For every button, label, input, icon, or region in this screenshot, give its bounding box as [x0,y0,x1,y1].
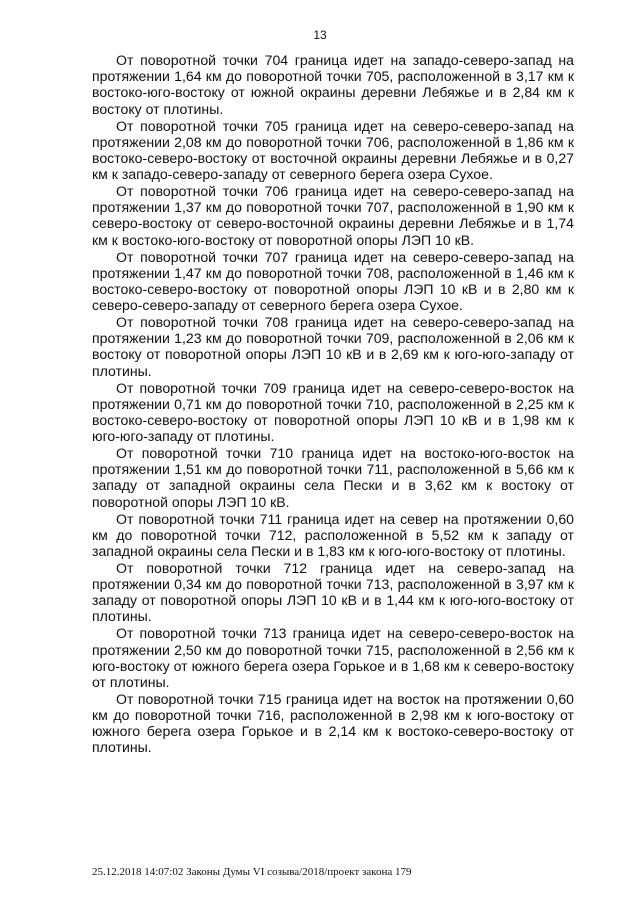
paragraph: От поворотной точки 711 граница идет на север на протяжении 0,60 км до поворотной точки 712, расположенной в 5,52 км к западу от западной окраины села Пески и в 1,83 км к юго-юго-востоку от плотины. [92,510,574,559]
paragraph: От поворотной точки 706 граница идет на северо-северо-запад на протяжении 1,37 км до поворотной точки 707, расположенной в 1,90 км к северо-востоку от северо-восточной окраины деревни Лебяжье и в 1,74 км к востоко-юго-востоку от поворотной опоры ЛЭП 10 кВ. [92,183,574,248]
paragraph: От поворотной точки 710 граница идет на востоко-юго-восток на протяжении 1,51 км до поворотной точки 711, расположенной в 5,66 км к западу от западной окраины села Пески и в 3,62 км к востоку от поворотной опоры ЛЭП 10 кВ. [92,445,574,510]
paragraph: От поворотной точки 712 граница идет на северо-запад на протяжении 0,34 км до поворотной точки 713, расположенной в 3,97 км к западу от поворотной опоры ЛЭП 10 кВ и в 1,44 км к юго-юго-востоку от плотины. [92,559,574,625]
paragraph: От поворотной точки 705 граница идет на северо-северо-запад на протяжении 2,08 км до поворотной точки 706, расположенной в 1,86 км к востоко-северо-востоку от восточной окраины деревни Лебяжье и в 0,27 км к западо-северо-западу от северного берега озера Сухое. [92,117,574,183]
paragraph: От поворотной точки 704 граница идет на западо-северо-запад на протяжении 1,64 км до поворотной точки 705, расположенной в 3,17 км к востоко-юго-востоку от южной окраины деревни Лебяжье и в 2,84 км к востоку от плотины. [92,52,574,117]
paragraph: От поворотной точки 713 граница идет на северо-северо-восток на протяжении 2,50 км до поворотной точки 715, расположенной в 2,56 км к юго-востоку от южного берега озера Горькое и в 1,68 км к северо-востоку от плотины. [92,625,574,690]
paragraph: От поворотной точки 709 граница идет на северо-северо-восток на протяжении 0,71 км до поворотной точки 710, расположенной в 2,25 км к востоко-северо-востоку от поворотной опоры ЛЭП 10 кВ и в 1,98 км к юго-юго-западу от плотины. [92,379,574,445]
paragraph: От поворотной точки 708 граница идет на северо-северо-запад на протяжении 1,23 км до поворотной точки 709, расположенной в 2,06 км к востоку от поворотной опоры ЛЭП 10 кВ и в 2,69 км к юго-юго-западу от плотины. [92,314,574,379]
paragraph: От поворотной точки 707 граница идет на северо-северо-запад на протяжении 1,47 км до поворотной точки 708, расположенной в 1,46 км к востоко-северо-востоку от поворотной опоры ЛЭП 10 кВ и в 2,80 км к северо-северо-западу от северного берега озера Сухое. [92,248,574,314]
document-footer: 25.12.2018 14:07:02 Законы Думы VI созыва/2018/проект закона 179 [92,866,412,878]
document-body [92,52,574,756]
paragraph: От поворотной точки 715 граница идет на восток на протяжении 0,60 км до поворотной точки 716, расположенной в 2,98 км к юго-востоку от южного берега озера Горькое и в 2,14 км к востоко-северо-востоку от плотины. [92,690,574,756]
page-number: 13 [313,28,327,42]
